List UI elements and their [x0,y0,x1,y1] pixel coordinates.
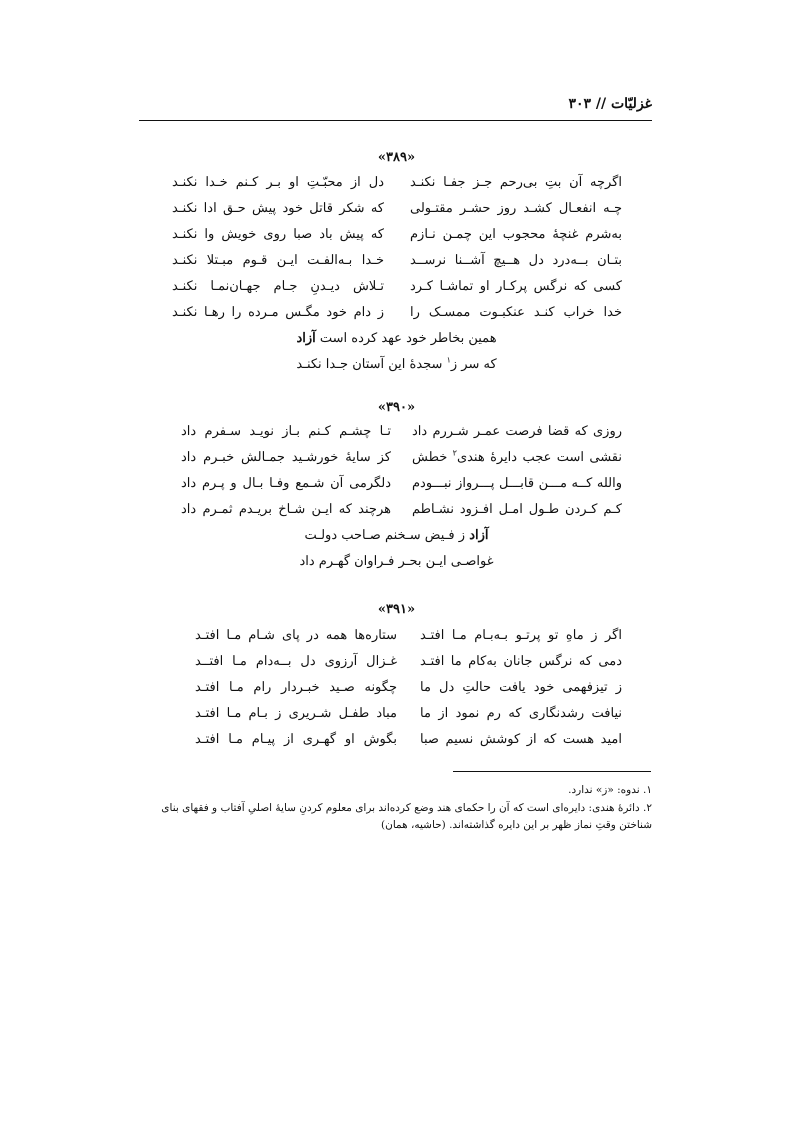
hemistich-right: والله کــه مـــن قابـــل پـــرواز نبـــودم [412,476,622,491]
hemistich-right: بتـان بــه‌درد دل هــیچ آشــنا نرســد [410,253,622,268]
closing-text: سجدهٔ این آستان جـدا نکنـد [296,357,447,372]
hemistich-left: ز دام خود مگـس مـرده را رهـا نکنـد [172,305,384,320]
couplet [195,675,622,701]
hemistich-right: اگر ز ماهِ تو پرتـو بـه‌بـام مـا افتـد [420,628,622,643]
hemistich-left: ستاره‌ها همه در پای شـام مـا افتـد [195,628,397,643]
hemistich-left: که پیش باد صبا روی خویش وا نکنـد [172,227,384,242]
closing-text: غواصـی ایـن بحـر فـراوان گهـرم داد [299,554,494,569]
couplet [195,623,622,649]
hemistich-left: هرچند که ایـن شـاخ بریـدم ثمـرم داد [181,502,391,517]
couplet [181,445,622,471]
hemistich-left: غـزال آرزوی دل بــه‌دام مـا افتــد [195,654,397,669]
footnote-marker: ۱ [446,355,451,365]
couplet [195,701,622,727]
hemistich-right: دمی که نرگس جانان به‌کام ما افتـد [420,654,622,669]
couplet [172,196,622,222]
couplet [172,222,622,248]
couplet [172,274,622,300]
closing-text: همین بخاطر خود عهد کرده است [315,331,497,346]
closing-line [0,352,793,378]
hemistich-right: روزی که قضا فرصت عمـر شـررم داد [412,424,622,439]
hemistich-left: که شکر قاتل خود پیش حـق ادا نکنـد [172,201,384,216]
hemistich-right: ز تیزفهمی خود یافت حالتِ دل ما [420,680,622,695]
hemistich-right [412,445,622,471]
hemistich-left: کز سایهٔ خورشـید جمـالش خبـرم داد [181,450,391,465]
footnote-divider [453,771,651,772]
couplet [172,300,622,326]
couplet [181,419,622,445]
hemistich-right: کسی که نرگس پرکـار او تماشـا کـرد [410,279,622,294]
hemistich-left: خـدا بـه‌الفـت ایـن قـوم مبـتلا نکنـد [172,253,384,268]
footnote-marker: ۲ [452,448,457,458]
hemistich-left: بگوش او گهـری از پیـام مـا افتـد [195,732,397,747]
couplet [172,248,622,274]
hemistich-right: امید هست که از کوشش نسیم صبا [420,732,622,747]
couplet [181,497,622,523]
hemistich-left: تـا چشـم کـنم بـاز نویـد سـفرم داد [181,424,391,439]
closing-line [0,549,793,575]
hemistich-right: چـه انفعـال کشـد روز حشـر مقتـولی [410,201,622,216]
closing-line [0,523,793,549]
poet-name: آزاد [469,528,489,543]
hemistich-right: به‌شرم غنچهٔ محجوب این چمـن نـازم [410,227,622,242]
poem-number: «۳۹۰» [377,400,416,415]
closing-text: ز فـیض سـخنم صـاحب دولـت [304,528,470,543]
hemistich-left: تـلاش دیـدنِ جـام جهـان‌نمـا نکنـد [172,279,384,294]
couplet [172,170,622,196]
couplet [195,727,622,753]
couplet [195,649,622,675]
footnote: ۲. دائرهٔ هندی: دایره‌ای است که آن را حکمای هند وضع کرده‌اند برای معلوم کردنِ سایهٔ اصلیِ آفتاب و فقهای بنای شناختن وقتِ نماز ظهر بر این دایره گذاشته‌اند. (حاشیه، همان) [161,802,652,831]
closing-line [0,326,793,352]
poet-name: آزاد [296,331,316,346]
hemistich-left: دل از محبّـتِ او بـر کـنم خـدا نکنـد [172,175,384,190]
running-header [139,92,652,121]
couplet [181,471,622,497]
hemistich-text: نقشی است عجب دایرهٔ هندی [456,450,622,465]
hemistich-left: چگونه صـید خبـردار رام مـا افتـد [195,680,397,695]
header-title: غزلیّات // ۳۰۳ [568,96,652,112]
poem-number: «۳۸۹» [377,150,416,165]
poem-number: «۳۹۱» [377,602,416,617]
footnote: ۱. ندوه: «ز» ندارد. [568,784,652,796]
hemistich-left: دلگرمی آن شـمع وفـا بـال و پـرم داد [181,476,391,491]
closing-text: که سر ز [450,357,497,372]
hemistich-right: اگرچه آن بتِ بی‌رحم جـز جفـا نکنـد [410,175,622,190]
hemistich-text: خطش [412,450,453,465]
hemistich-right: نیافت رشدنگاری که رم نمود از ما [420,706,622,721]
hemistich-right: خدا خراب کنـد عنکبـوت ممسـک را [410,305,622,320]
hemistich-right: کـم کـردن طـول امـل افـزود نشـاطم [412,502,622,517]
hemistich-left: مباد طفـل شـریری ز بـام مـا افتـد [195,706,397,721]
